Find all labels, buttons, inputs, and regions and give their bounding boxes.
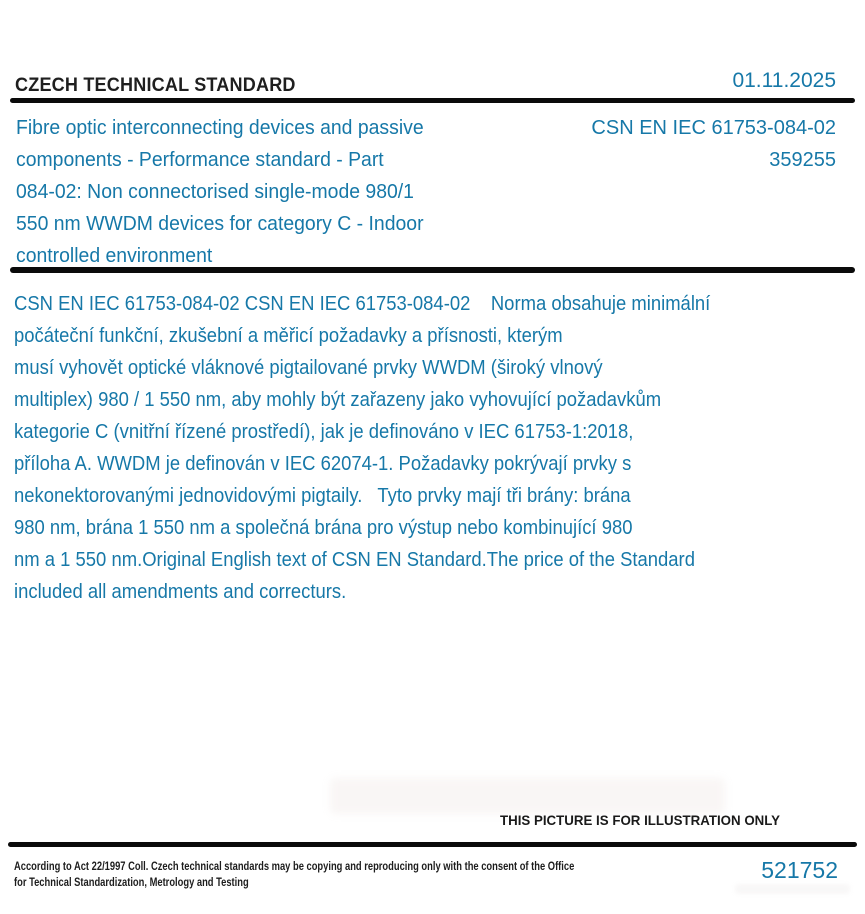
page-title: CZECH TECHNICAL STANDARD xyxy=(15,75,296,96)
footer-legal-line: for Technical Standardization, Metrology and Testing xyxy=(14,875,249,889)
divider-footer xyxy=(8,842,857,847)
document-number: 521752 xyxy=(761,857,838,883)
abstract-line: included all amendments and correcturs. xyxy=(14,580,347,603)
abstract-line: kategorie C (vnitřní řízené prostředí), jak je definováno v IEC 61753-1:2018, xyxy=(14,420,634,443)
footer-legal-line: According to Act 22/1997 Coll. Czech technical standards may be copying and reproducing only with the consent of the Office xyxy=(14,859,575,873)
standard-title xyxy=(16,112,424,272)
faint-watermark xyxy=(330,778,725,814)
footer-legal-text xyxy=(14,858,574,890)
illustration-disclaimer: THIS PICTURE IS FOR ILLUSTRATION ONLY xyxy=(500,812,781,828)
divider-top xyxy=(10,98,855,103)
standard-identifiers xyxy=(591,112,836,176)
abstract-line: příloha A. WWDM je definován v IEC 62074-1. Požadavky pokrývají prvky s xyxy=(14,452,632,475)
standard-abstract xyxy=(14,288,710,608)
faint-watermark xyxy=(735,884,850,894)
issue-date: 01.11.2025 xyxy=(732,69,836,92)
standard-title-line: controlled environment xyxy=(16,245,213,267)
standard-title-line: 550 nm WWDM devices for category C - Indoor xyxy=(16,213,424,235)
abstract-line: multiplex) 980 / 1 550 nm, aby mohly být zařazeny jako vyhovující požadavkům xyxy=(14,388,662,411)
divider-title xyxy=(10,267,855,273)
abstract-line: nm a 1 550 nm.Original English text of CSN EN Standard.The price of the Standard xyxy=(14,548,695,571)
standard-title-line: components - Performance standard - Part xyxy=(16,149,384,171)
standard-title-line: 084-02: Non connectorised single-mode 980/1 xyxy=(16,181,414,203)
standard-title-line: Fibre optic interconnecting devices and passive xyxy=(16,117,424,139)
abstract-line: nekonektorovanými jednovidovými pigtaily. Tyto prvky mají tři brány: brána xyxy=(14,484,631,507)
abstract-line: počáteční funkční, zkušební a měřicí požadavky a přísnosti, kterým xyxy=(14,324,563,347)
abstract-line: 980 nm, brána 1 550 nm a společná brána pro výstup nebo kombinující 980 xyxy=(14,516,633,539)
abstract-line: musí vyhovět optické vláknové pigtailované prvky WWDM (široký vlnový xyxy=(14,356,603,379)
abstract-line: CSN EN IEC 61753-084-02 CSN EN IEC 61753-084-02 Norma obsahuje minimální xyxy=(14,292,711,315)
catalog-number: 359255 xyxy=(769,149,836,171)
standard-code: CSN EN IEC 61753-084-02 xyxy=(591,117,836,139)
